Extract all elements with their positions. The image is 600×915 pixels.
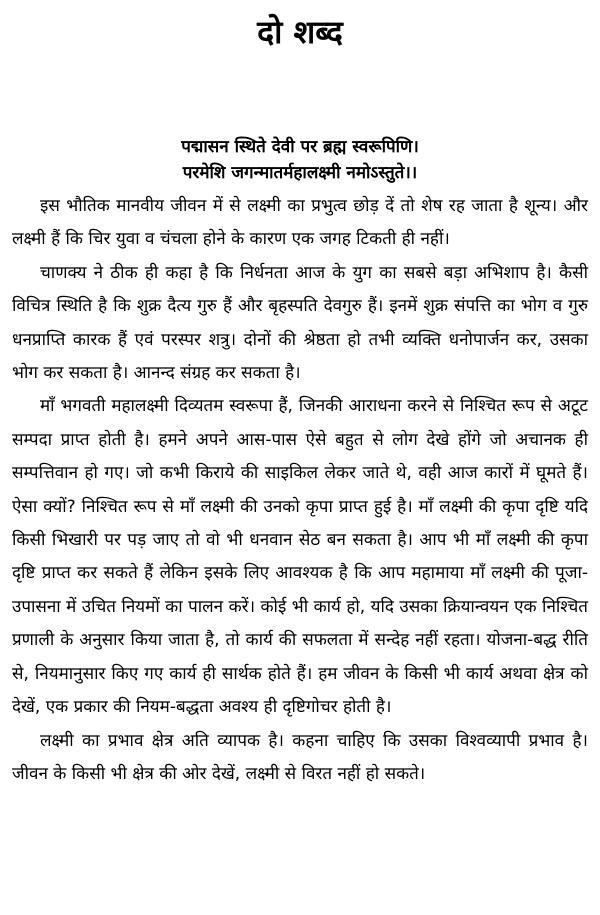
page-title: दो शब्द xyxy=(257,13,343,51)
shloka-line-1: पद्मासन स्थिते देवी पर ब्रह्म स्वरूपिणि। xyxy=(181,137,419,157)
paragraph-4: लक्ष्मी का प्रभाव क्षेत्र अति व्यापक है। कहना चाहिए कि उसका विश्वव्यापी प्रभाव है। जीवन के किसी भी क्षेत्र की ओर देखें, लक्ष्मी से विरत नहीं हो सकते। xyxy=(12,730,588,784)
paragraph-3: माँ भगवती महालक्ष्मी दिव्यतम स्वरूपा हैं, जिनकी आराधना करने से निश्चित रूप से अटूट सम्पदा प्राप्त होती है। हमने अपने आस-पास ऐसे बहुत से लोग देखे होंगे जो अचानक ही सम्पत्तिवान हो गए। जो कभी किराये की साइकिल लेकर जाते थे, वही आज कारों में घूमते हैं। ऐसा क्यों? निश्चित रूप से माँ लक्ष्मी की उनको कृपा प्राप्त हुई है। माँ लक्ष्मी की कृपा दृष्टि यदि किसी भिखारी पर पड़ जाए तो वो भी धनवान सेठ बन सकता है। आप भी माँ लक्ष्मी की कृपा दृष्टि प्राप्त कर सकते हैं लेकिन इसके लिए आवश्यक है कि आप महामाया माँ लक्ष्मी की पूजा-उपासना में उचित नियमों का पालन करें। कोई भी कार्य हो, यदि उसका क्रियान्वयन एक निश्चित प्रणाली के अनुसार किया जाता है, तो कार्य की सफलता में सन्देह नहीं रहता। योजना-बद्ध रीति से, नियमानुसार किए गए कार्य ही सार्थक होते हैं। हम जीवन के किसी भी कार्य अथवा क्षेत्र को देखें, एक प्रकार की नियम-बद्धता अवश्य ही दृष्टिगोचर होती है। xyxy=(12,396,588,718)
shloka-verse xyxy=(12,134,588,186)
body-text xyxy=(12,190,588,791)
paragraph-2: चाणक्य ने ठीक ही कहा है कि निर्धनता आज के युग का सबसे बड़ा अभिशाप है। कैसी विचित्र स्थिति है कि शुक्र दैत्य गुरु हैं और बृहस्पति देवगुरु हैं। इनमें शुक्र संपत्ति का भोग व गुरु धनप्राप्ति कारक हैं एवं परस्पर शत्रु। दोनों की श्रेष्ठता हो तभी व्यक्ति धनोपार्जन कर, उसका भोग कर सकता है। आनन्द संग्रह कर सकता है। xyxy=(12,262,588,384)
document-page xyxy=(12,0,588,791)
paragraph-1: इस भौतिक मानवीय जीवन में से लक्ष्मी का प्रभुत्व छोड़ दें तो शेष रह जाता है शून्य। और लक्ष्मी हैं कि चिर युवा व चंचला होने के कारण एक जगह टिकती ही नहीं। xyxy=(12,196,588,250)
shloka-line-2: परमेशि जगन्मातर्महालक्ष्मी नमोऽस्तुते।। xyxy=(182,163,418,183)
